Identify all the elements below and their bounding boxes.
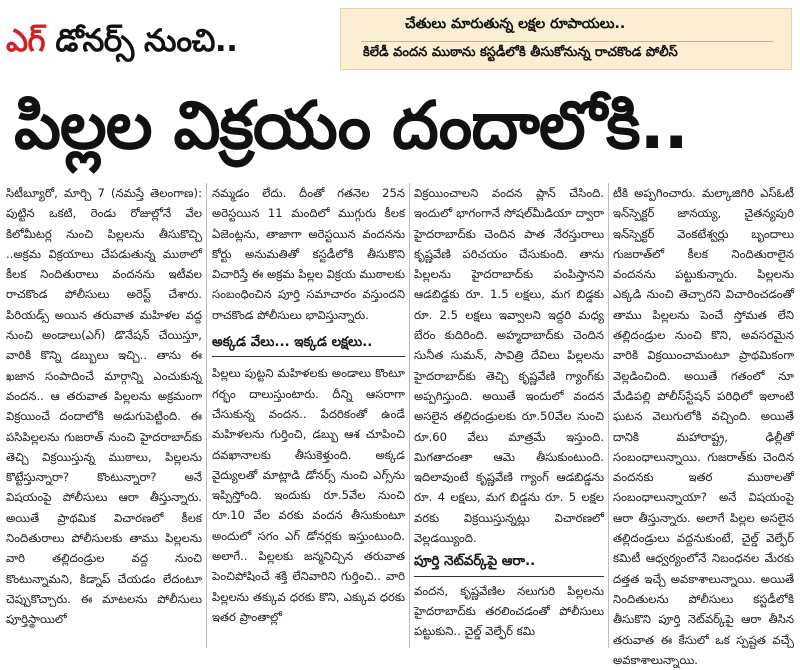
- section-heading-prices: అక్కడ వేలు... ఇక్కడ లక్షలు..: [212, 333, 405, 357]
- column-3-text-a: విక్రయించాలని వందన ప్లాన్ చేసింది. ఇందులో భాగంగానే సోషల్‌మీడియా ద్వారా హైదరాబాద్‌కు చెందిన పాత నేరస్తురాలు కృష్ణవేణి పరిచయం చేసుకుంది. తాను పిల్లలను హైదరాబాద్‌కు పంపిస్తానని ఆడబిడ్డకు రూ. 1.5 లక్షలు, మగ బిడ్డకు రూ. 2.5 లక్షలు ఇవ్వాలని ఇద్దరి మధ్య బేరం కుదిరింది. అహ్మదాబాద్‌కు చెందిన సునీత సుమన్, సావిత్రి దేవిలు పిల్లలను హైదరాబాద్‌కు తెచ్చి కృష్ణవేణి గ్యాంగ్‌కు అప్పగిస్తుంది. అయితే ఇందులో వందన అసలైన తల్లిదండ్రులకు రూ.50వేల నుంచి రూ.60 వేలు మాత్రమే ఇస్తుంది. మిగతాదంతా ఆమె తీసుకుంటుంది. ఇదిలావుంటే కృష్ణవేణి గ్యాంగ్ ఆడబిడ్డను రూ. 4 లక్షలు, మగ బిడ్డను రూ. 5 లక్షల వరకు విక్రయిస్తున్నట్లు విచారణలో వెల్లడయ్యింది.: [414, 186, 604, 546]
- subheadline-box: [340, 8, 792, 70]
- article-column-4: [613, 183, 794, 667]
- article-column-2: [212, 183, 405, 648]
- subheadline-line-1: చేతులు మారుతున్న లక్షల రూపాయలు..: [405, 16, 626, 32]
- main-headline: పిల్లల విక్రయం దందాలోకి..: [14, 87, 688, 164]
- column-2-text-a: నమ్మడం లేదు. దీంతో గతనెల 25న అరెస్టయిన 11 మందిలో ముగ్గురు కీలక ఏజెంట్లను, తాజాగా అరెస్టయిన వందనను కోర్టు అనుమతితో కస్టడీలోకి తీసుకొని విచారిస్తే ఈ అక్రమ పిల్లల విక్రయ ముఠాలకు సంబంధించిన పూర్తి సమాచారం వస్తుందని రాచకొండ పోలీసులు భావిస్తున్నారు.: [212, 186, 405, 322]
- column-2-text-b: పిల్లలు పుట్టని మహిళలకు అండాలు కొంటూ గర్భం దాలుస్తుంటారు. దీన్ని ఆసరాగా చేసుకున్న వందన.. పేదరికంతో ఉండే మహిళలను గుర్తించి, డబ్బు ఆశ చూపించి దవఖానాలకు తీసుకెళ్తుంది. అక్కడ వైద్యులతో మాట్లాడి డోనర్స్ నుంచి ఎగ్స్‌ను ఇప్పిస్తోంది. ఇందుకు రూ.5వేల నుంచి రూ.10 వేల వరకు వందన తీసుకుంటూ అందులో సగం ఎగ్ డోనర్లకు ఇస్తుంటుంది. అలాగే.. పిల్లలకు జన్మనిచ్చిన తరువాత పెంచిపోషించే శక్తి లేనివారిని గుర్తించి.. వారి పిల్లలను తక్కువ ధరకు కొని, ఎక్కువ ధరకు ఇతర ప్రాంతాల్లో: [212, 366, 405, 624]
- article-column-1: [6, 183, 202, 648]
- column-1-text: సిటీబ్యూరో, మార్చి 7 (నమస్తే తెలంగాణ): పుట్టిన ఒకటి, రెండు రోజుల్లోనే వేల కిలోమీటర్ల నుంచి పిల్లలను తీసుకొచ్చి ..అక్రమ విక్రయాలు చేపడుతున్న ముఠాలో కీలక నిందితురాలు వందనను ఇటీవల రాచకొండ పోలీసులు అరెస్ట్ చేశారు. పిరియడ్స్ అయిన తరువాత మహిళల వద్ద నుంచి అండాలు(ఎగ్) డొనేషన్ చేయిస్తూ, వారికి కొన్ని డబ్బులు ఇచ్చి.. తాను ఈ ఖజాన సంపాదించే మార్గాన్ని ఎంచుకున్న వందన.. ఆ తరువాత పిల్లలను అక్రమంగా విక్రయించే దందాలోకి అడుగుపెట్టింది. ఈ పసిపిల్లలను గుజరాత్ నుంచి హైదరాబాద్‌కు తెచ్చి విక్రయిస్తున్న ముఠాలు, పిల్లలను కొట్టేస్తున్నారా? కొంటున్నారా? అనే విషయంపై పోలీసులు ఆరా తీస్తున్నారు. అయితే ప్రాథమిక విచారణలో కీలక నిందితురాలు పోలీసులకు తాము పిల్లలను వారి తల్లిదండ్రుల వద్ద నుంచి కొంటున్నామని, కిడ్నాప్ చేయడం లేదంటూ చెప్పుకొచ్చారు. ఈ మాటలను పోలీసులు పూర్తిస్థాయిలో: [6, 186, 202, 627]
- kicker-headline: [6, 12, 336, 70]
- kicker-red-text: ఎగ్: [6, 23, 46, 59]
- column-divider: [608, 183, 609, 648]
- article-column-3: [414, 183, 604, 648]
- section-heading-network: పూర్తి నెట్‌వర్క్‌పై ఆరా..: [414, 552, 604, 576]
- column-divider: [409, 183, 410, 648]
- column-4-text: టీకి అప్పగించారు. మల్కాజిగిరి ఎస్ఓటీ ఇన్‌స్పెక్టర్ జానయ్య, చైతన్యపురి ఇన్‌స్పెక్టర్ వెంకటేశ్వర్లు బృందాలు గుజరాత్‌లో కీలక నిందితురాలైన వందనను పట్టుకున్నారు. పిల్లలను ఎక్కడి నుంచి తెచ్చారని విచారించడంతో తాము పిల్లలను పెంచే స్తోమత లేని తల్లిదండ్రుల నుంచి కొని, అవసరమైన వారికి విక్రయించామంటూ ప్రాథమికంగా వెల్లడించింది. అయితే గతంలో నూ మేడిపల్లి పోలీస్‌స్టేషన్ పరిధిలో ఇలాంటి ఘటన వెలుగులోకి వచ్చింది. అయితే దానికి మహారాష్ట్ర, ఢిల్లీతో సంబంధాలున్నాయి. గుజరాత్‌కు చెందిన వందనకు ఇతర ముఠాలతో సంబంధాలున్నాయా? అనే విషయంపై ఆరా తీస్తున్నారు. అలాగే పిల్లల అసలైన తల్లిదండ్రులు వద్దనుకుంటే, చైల్డ్ వెల్ఫేర్ కమిటీ ఆధ్వర్యంలోనే నిబంధనల మేరకు దత్తత ఇచ్చే అవకాశాలున్నాయి. అయితే నిందితులను పోలీసులు కస్టడీలోకి తీసుకొని పూర్తి నెట్‌వర్క్‌పై ఆరా తీసిన తరువాత ఈ కేసులో ఒక స్పష్టత వచ్చే అవకాశాలున్నాయి.: [613, 186, 794, 667]
- column-3-text-b: వందన, కృష్ణవేణిల నలుగురి పిల్లలను హైదరాబాద్‌కు తరలించడంతో పోలీసులు పట్టుకుని.. చైల్డ్ వెల్ఫేర్ కమి: [414, 583, 604, 639]
- column-divider: [206, 183, 207, 648]
- kicker-black-text: డోనర్స్ నుంచి..: [45, 23, 238, 59]
- subheadline-divider: [361, 41, 773, 42]
- subheadline-line-2: కిలేడీ వందన ముఠాను కస్టడీలోకి తీసుకోనున్న రాచకొండ పోలీస్: [363, 45, 678, 60]
